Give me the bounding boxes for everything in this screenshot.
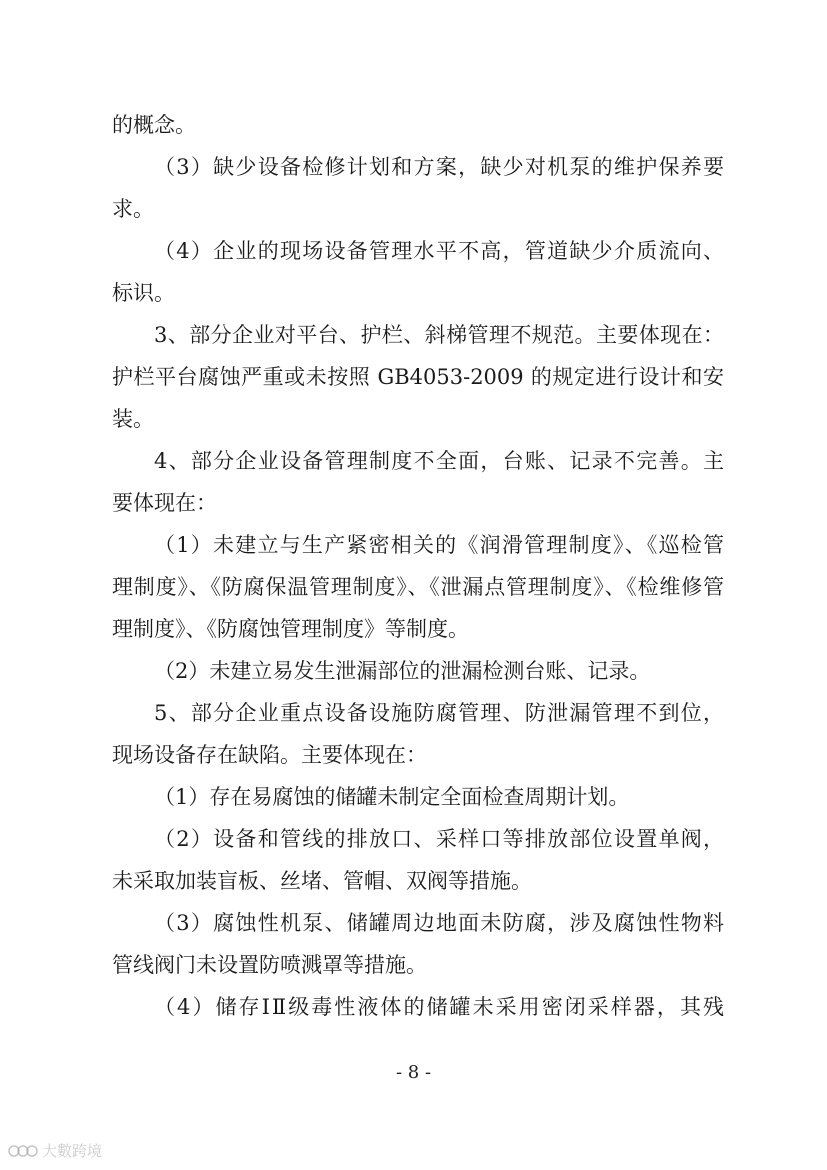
text-line-1: 的概念。 <box>112 113 196 137</box>
text-line-7: 护栏平台腐蚀严重或未按照 GB4053-2009 的规定进行设计和安 <box>112 365 724 389</box>
text-line-5: 标识。 <box>112 281 175 305</box>
text-line-19: 未采取加装盲板、丝堵、管帽、双阀等措施。 <box>112 869 532 893</box>
watermark-text: 大數跨境 <box>42 1142 103 1160</box>
text-line-17: （1）存在易腐蚀的储罐未制定全面检查周期计划。 <box>154 785 630 809</box>
text-line-2: （3）缺少设备检修计划和方案，缺少对机泵的维护保养要 <box>154 155 724 179</box>
text-line-22: （4）储存ⅠⅡ级毒性液体的储罐未采用密闭采样器，其残 <box>154 995 724 1019</box>
text-line-18: （2）设备和管线的排放口、采样口等排放部位设置单阀， <box>154 827 724 851</box>
text-line-4: （4）企业的现场设备管理水平不高，管道缺少介质流向、 <box>154 239 724 263</box>
text-line-11: （1）未建立与生产紧密相关的《润滑管理制度》、《巡检管 <box>154 533 724 557</box>
page-number: - 8 - <box>395 1062 432 1083</box>
text-line-10: 要体现在： <box>112 491 217 515</box>
text-line-15: 5、部分企业重点设备设施防腐管理、防泄漏管理不到位， <box>154 701 724 725</box>
text-line-6: 3、部分企业对平台、护栏、斜梯管理不规范。主要体现在： <box>154 323 724 347</box>
text-line-16: 现场设备存在缺陷。主要体现在： <box>112 743 427 767</box>
text-line-14: （2）未建立易发生泄漏部位的泄漏检测台账、记录。 <box>154 659 651 683</box>
text-line-8: 装。 <box>112 407 154 431</box>
text-line-9: 4、部分企业设备管理制度不全面，台账、记录不完善。主 <box>154 449 724 473</box>
text-line-3: 求。 <box>112 197 154 221</box>
brand-logo-icon <box>8 1142 38 1160</box>
text-line-21: 管线阀门未设置防喷溅罩等措施。 <box>112 953 427 977</box>
text-line-12: 理制度》、《防腐保温管理制度》、《泄漏点管理制度》、《检维修管 <box>112 575 724 599</box>
text-line-20: （3）腐蚀性机泵、储罐周边地面未防腐，涉及腐蚀性物料 <box>154 911 724 935</box>
document-body <box>112 104 724 1028</box>
watermark <box>8 1140 102 1161</box>
text-line-13: 理制度》、《防腐蚀管理制度》等制度。 <box>112 617 469 641</box>
